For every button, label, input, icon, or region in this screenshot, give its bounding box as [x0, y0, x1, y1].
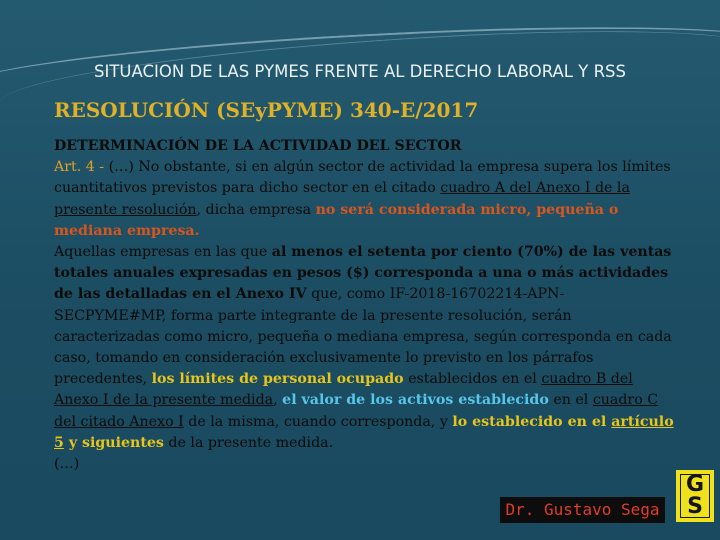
article-number: Art. 4: [54, 159, 95, 176]
logo-letter-g: G: [685, 472, 705, 497]
cuadro-a-reference: cuadro A del Anexo I de la presente resolución: [54, 180, 630, 218]
slide-title: SITUACION DE LAS PYMES FRENTE AL DERECHO LABORAL Y RSS: [94, 62, 626, 81]
article-text-1: (…) No obstante, si en algún sector de actividad la empresa supera los límites cuantitativos previstos para dicho sector en el citado: [54, 159, 671, 197]
personnel-limits-highlight: los límites de personal ocupado: [151, 371, 404, 388]
cuadro-b-reference: cuadro B del Anexo I de la presente medida: [54, 371, 633, 409]
following-highlight: y siguientes: [63, 434, 164, 451]
assets-value-highlight: el valor de los activos establecido: [282, 392, 549, 409]
companies-text-1: Aquellas empresas en las que: [54, 244, 272, 261]
closing-ellipsis: (…): [54, 456, 80, 473]
resolution-subtitle: RESOLUCIÓN (SEyPYME) 340-E/2017: [54, 98, 479, 122]
article-dash: -: [94, 159, 109, 176]
companies-text-2: que, como IF-2018-16702214-APN-SECPYME#MP, forma parte integrante de la presente resolución, serán caracterizadas como micro, pequeña o mediana empresa, según corresponda en cada caso, tomando en consideración exclusivamente lo previsto en los párrafos precedentes,: [54, 286, 672, 388]
sales-percentage-highlight: al menos el setenta por ciento (70%) de las ventas totales anuales expresadas en pesos ($) corresponda a una o más actividades de las detalladas en el Anexo IV: [54, 244, 672, 303]
companies-text-5: en el: [548, 392, 593, 409]
slide-body: [54, 136, 674, 475]
gs-logo: [676, 470, 714, 522]
companies-text-4: ,: [273, 392, 283, 409]
not-considered-highlight: no será considerada micro, pequeña o mediana empresa.: [54, 201, 619, 239]
section-heading: DETERMINACIÓN DE LA ACTIVIDAD DEL SECTOR: [54, 138, 462, 154]
cuadro-c-reference: cuadro C del citado Anexo I: [54, 392, 659, 430]
logo-letter-s: S: [687, 494, 703, 519]
established-highlight: lo establecido en el: [452, 413, 612, 430]
article-5-reference: artículo 5: [54, 413, 674, 451]
article-text-2: , dicha empresa: [196, 201, 316, 218]
companies-text-7: de la presente medida.: [163, 434, 334, 451]
companies-text-6: de la misma, cuando corresponda, y: [183, 413, 453, 430]
author-signature: Dr. Gustavo Sega: [500, 497, 665, 523]
companies-paragraph: [54, 242, 674, 454]
article-4-paragraph: [54, 157, 674, 242]
companies-text-3: establecidos en el: [403, 371, 542, 388]
